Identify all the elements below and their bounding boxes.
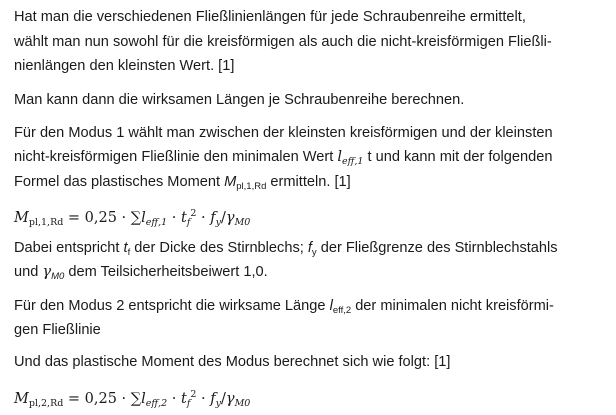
paragraph-4-line-2-text-b: dem Teilsicherheitsbeiwert 1,0. bbox=[64, 264, 268, 280]
formula-1 bbox=[14, 203, 250, 234]
formula-1-l-subscript: eff,1 bbox=[145, 217, 168, 228]
formula-1-f-subscript: y bbox=[215, 217, 222, 228]
symbol-m-pl-1-rd bbox=[224, 174, 266, 190]
formula-1-dot-1: · bbox=[167, 210, 182, 226]
paragraph-3-line-1: Für den Modus 1 wählt man zwischen der kleinsten kreisförmigen und der kleinsten bbox=[14, 125, 553, 141]
formula-2 bbox=[14, 384, 250, 415]
symbol-l-eff-2: l bbox=[329, 298, 333, 314]
symbol-gamma-subscript: M0 bbox=[51, 271, 65, 282]
formula-1-equals: = 0,25 · ∑ bbox=[63, 210, 142, 226]
formula-2-lhs-subscript: pl,2,Rd bbox=[28, 398, 64, 409]
formula-1-dot-2: · bbox=[196, 210, 211, 226]
formula-2-t: t bbox=[181, 391, 187, 407]
symbol-f-subscript: y bbox=[311, 247, 317, 258]
formula-2-lhs: M bbox=[14, 391, 29, 407]
paragraph-1-line-2: wählt man nun sowohl für die kreisförmigen als auch die nicht-kreisförmigen Fließli- bbox=[14, 34, 552, 50]
formula-2-gamma: γ bbox=[225, 391, 235, 407]
formula-1-gamma: γ bbox=[225, 210, 235, 226]
paragraph-3-line-2-text-a: nicht-kreisförmigen Fließlinie den minimalen Wert bbox=[14, 149, 338, 165]
formula-2-f-subscript: y bbox=[215, 398, 222, 409]
paragraph-5-line-1 bbox=[14, 297, 554, 320]
paragraph-3-line-3 bbox=[14, 173, 351, 196]
paragraph-3-line-2 bbox=[14, 148, 552, 171]
symbol-l: l bbox=[337, 148, 343, 165]
formula-2-equals: = 0,25 · ∑ bbox=[63, 391, 142, 407]
paragraph-6-line-1: Und das plastische Moment des Modus berechnet sich wie folgt: [1] bbox=[14, 354, 451, 370]
symbol-l-eff-1 bbox=[337, 148, 363, 165]
formula-1-lhs-subscript: pl,1,Rd bbox=[28, 217, 64, 228]
symbol-l-subscript: eff,1 bbox=[342, 156, 364, 167]
formula-1-f: f bbox=[210, 210, 216, 226]
formula-2-dot-1: · bbox=[167, 391, 182, 407]
paragraph-3-line-3-text-b: ermitteln. [1] bbox=[266, 174, 351, 190]
paragraph-1-line-1: Hat man die verschiedenen Fließlinienlängen für jede Schraubenreihe ermittelt, bbox=[14, 9, 526, 25]
paragraph-2-line-1: Man kann dann die wirksamen Längen je Schraubenreihe berechnen. bbox=[14, 92, 465, 108]
symbol-m: M bbox=[224, 174, 237, 190]
formula-2-slash: / bbox=[221, 391, 226, 407]
formula-1-slash: / bbox=[221, 210, 226, 226]
formula-1-lhs: M bbox=[14, 210, 29, 226]
formula-1-t: t bbox=[181, 210, 187, 226]
paragraph-4-line-1 bbox=[14, 239, 558, 262]
formula-2-l: l bbox=[141, 391, 146, 407]
formula-2-l-subscript: eff,2 bbox=[145, 398, 168, 409]
paragraph-4-line-2-text-a: und bbox=[14, 264, 43, 280]
formula-1-gamma-subscript: M0 bbox=[234, 217, 251, 228]
paragraph-4-line-1-text-b: der Dicke des Stirnblechs; bbox=[130, 240, 308, 256]
formula-1-t-subscript: f bbox=[186, 217, 191, 228]
symbol-l-eff-2-subscript: eff,2 bbox=[332, 305, 352, 316]
symbol-m-subscript: pl,1,Rd bbox=[236, 181, 267, 192]
paragraph-5-line-1-text-a: Für den Modus 2 entspricht die wirksame Länge bbox=[14, 298, 330, 314]
formula-2-t-subscript: f bbox=[186, 398, 191, 409]
formula-1-t-superscript: 2 bbox=[190, 208, 197, 219]
paragraph-3-line-2-text-b: t und kann mit der folgenden bbox=[363, 149, 553, 165]
paragraph-4-line-1-text-c: der Fließgrenze des Stirnblechstahls bbox=[316, 240, 558, 256]
symbol-t-subscript: f bbox=[127, 247, 131, 258]
symbol-f: f bbox=[307, 240, 312, 256]
paragraph-4-line-2 bbox=[14, 263, 268, 286]
paragraph-4-line-1-text-a: Dabei entspricht bbox=[14, 240, 124, 256]
paragraph-5-line-2: gen Fließlinie bbox=[14, 322, 101, 338]
symbol-t: t bbox=[123, 240, 128, 256]
symbol-gamma: γ bbox=[42, 263, 52, 280]
paragraph-5-line-1-text-b: der minimalen nicht kreisförmi- bbox=[351, 298, 554, 314]
formula-2-gamma-subscript: M0 bbox=[234, 398, 251, 409]
formula-1-l: l bbox=[141, 210, 146, 226]
formula-2-f: f bbox=[210, 391, 216, 407]
formula-2-t-superscript: 2 bbox=[190, 389, 197, 400]
paragraph-3-line-3-text-a: Formel das plastisches Moment bbox=[14, 174, 225, 190]
paragraph-1-line-3: nienlängen den kleinsten Wert. [1] bbox=[14, 58, 235, 74]
formula-2-dot-2: · bbox=[196, 391, 211, 407]
